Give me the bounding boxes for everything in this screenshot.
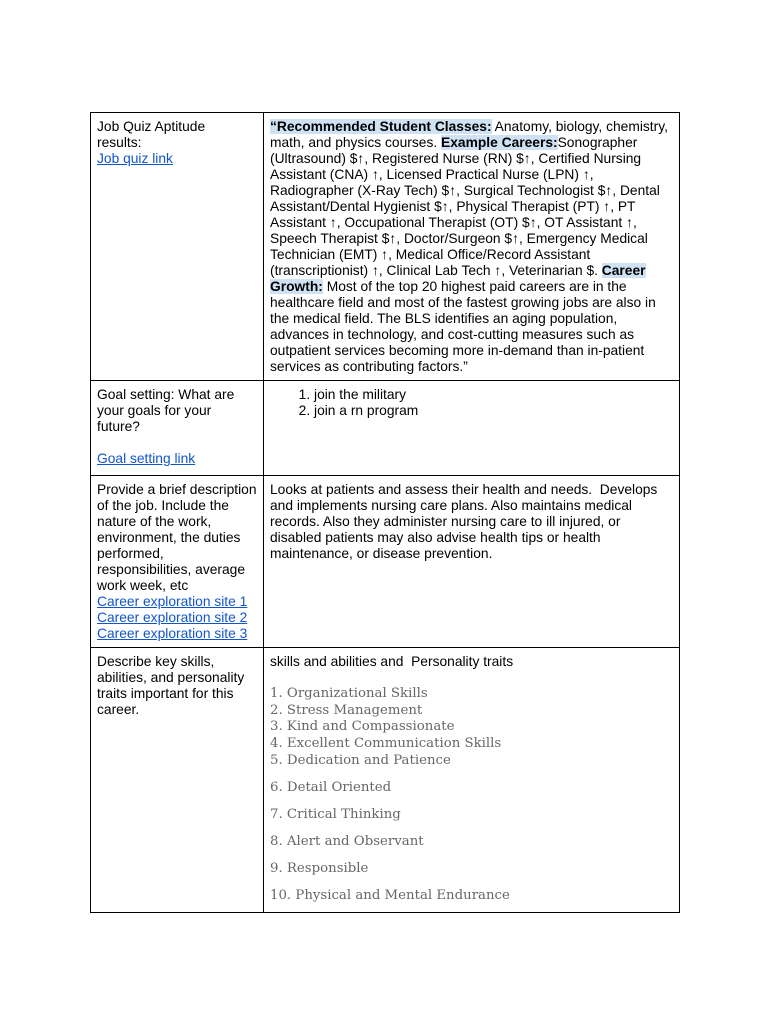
skills-row [91,648,680,913]
trait-item: 10. Physical and Mental Endurance [270,887,510,903]
skills-label: Describe key skills, abilities, and personality traits important for this career. [97,654,245,717]
job-description-label-cell [91,476,264,648]
traits-list-group-2 [270,780,673,905]
trait-item: 2. Stress Management [270,702,423,718]
careers-heading: Example Careers: [441,135,558,150]
trait-item: 5. Dedication and Patience [270,752,451,768]
growth-heading: Career Growth: [270,263,646,294]
career-exploration-link-2[interactable]: Career exploration site 2 [97,610,248,625]
traits-list-group-1 [270,686,673,770]
job-description-row [91,476,680,648]
skills-heading: skills and abilities and Personality traits [270,654,514,669]
skills-cell [264,648,680,913]
job-description-cell [264,476,680,648]
job-quiz-label: Job Quiz Aptitude results: [97,119,206,150]
job-quiz-results-cell [264,113,680,381]
trait-item: 3. Kind and Compassionate [270,719,455,735]
job-quiz-results-text [270,119,673,375]
goal-setting-label: Goal setting: What are your goals for your future? [97,387,235,434]
classes-heading: “Recommended Student Classes: [270,119,492,134]
career-exploration-link-1[interactable]: Career exploration site 1 [97,594,248,609]
trait-item: 7. Critical Thinking [270,806,401,822]
trait-item: 1. Organizational Skills [270,686,428,701]
goal-setting-label-cell [91,381,264,476]
trait-item: 8. Alert and Observant [270,833,424,849]
goals-list [270,387,673,419]
goal-setting-link[interactable]: Goal setting link [97,451,196,466]
classes-text: Anatomy, biology, chemistry, math, and physics courses. [270,119,668,150]
trait-item: 6. Detail Oriented [270,779,392,795]
job-quiz-label-cell [91,113,264,381]
goal-item: 1. join the military [314,387,673,403]
trait-item: 9. Responsible [270,860,369,876]
job-description-label: Provide a brief description of the job. Include the nature of the work, environment, the duties performed, responsibilities, average work week, etc [97,482,257,593]
goals-cell [264,381,680,476]
job-quiz-row [91,113,680,381]
career-exploration-link-3[interactable]: Career exploration site 3 [97,626,248,641]
skills-label-cell [91,648,264,913]
job-quiz-link[interactable]: Job quiz link [97,151,173,166]
goal-setting-row [91,381,680,476]
growth-text: Most of the top 20 highest paid careers are in the healthcare field and most of the fastest growing jobs are also in the medical field. The BLS identifies an aging population, advances in technology, and cost-cutting measures such as outpatient services becoming more in-demand than in-patient services as contributing factors.” [270,279,656,374]
trait-item: 4. Excellent Communication Skills [270,736,502,752]
career-worksheet-table [90,112,680,913]
careers-text: Sonographer (Ultrasound) $↑, Registered Nurse (RN) $↑, Certified Nursing Assistant (CNA) ↑, Licensed Practical Nurse (LPN) ↑, Radiographer (X-Ray Tech) $↑, Surgical Technologist $↑, Dental Assistant/Dental Hygienist $↑, Physical Therapist (PT) ↑, PT Assistant ↑, Occupational Therapist (OT) $↑, OT Assistant ↑, Speech Therapist $↑, Doctor/Surgeon $↑, Emergency Medical Technician (EMT) ↑, Medical Office/Record Assistant (transcriptionist) ↑, Clinical Lab Tech ↑, Veterinarian $. [270,135,660,278]
job-description-text: Looks at patients and assess their health and needs. Develops and implements nursing care plans. Also maintains medical records. Also they administer nursing care to ill injured, or disabled patients may also advise health tips or health maintenance, or disease prevention. [270,482,662,561]
goal-item: 2. join a rn program [314,403,673,419]
